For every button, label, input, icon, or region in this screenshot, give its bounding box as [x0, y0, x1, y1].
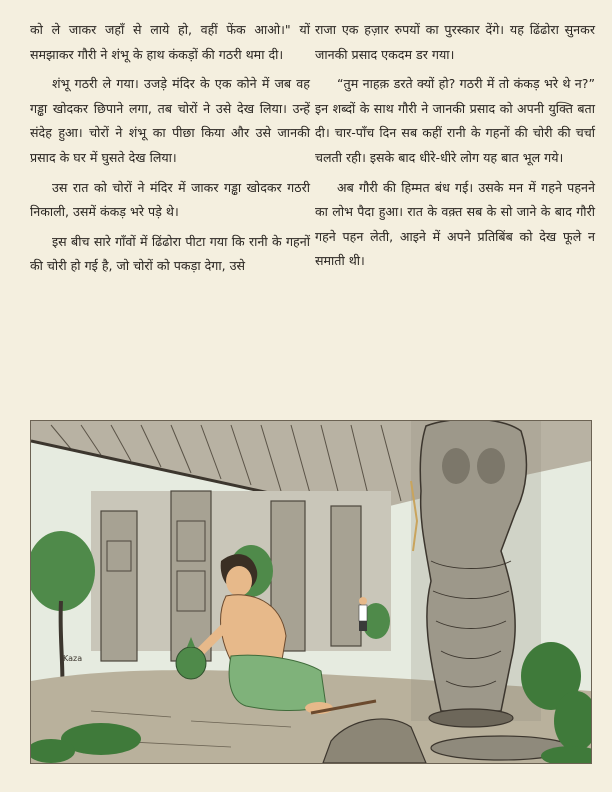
artist-signature: Kaza: [63, 654, 83, 663]
paragraph: शंभू गठरी ले गया। उजड़े मंदिर के एक कोने में जब वह गड्ढा खोदकर छिपाने लगा, तब चोरों ने उसे देख लिया। उन्हें संदेह हुआ। चोरों ने शंभू का पीछा किया और उसे जानकी प्रसाद के घर में घुसते देख लिया।: [30, 76, 310, 165]
temple-scene-illustration: [30, 420, 592, 764]
paragraph: “तुम नाहक़ डरते क्यों हो? गठरी में तो कंकड़ भरे थे न?” इन शब्दों के साथ गौरी ने जानकी प्रसाद को अपनी युक्ति बता दी। चार-पाँच दिन सब कहीं रानी के गहनों की चोरी की चर्चा चलती रही। इसके बाद धीरे-धीरे लोग यह बात भूल गये।: [315, 76, 596, 165]
paragraph: उस रात को चोरों ने मंदिर में जाकर गड्ढा खोदकर गठरी निकाली, उसमें कंकड़ भरे पड़े थे।: [30, 179, 310, 220]
bundle-of-pebbles: [176, 647, 206, 679]
right-text-column: [315, 18, 595, 279]
distant-figure: [359, 597, 367, 631]
paragraph: इस बीच सारे गाँवों में ढिंढोरा पीटा गया कि रानी के गहनों की चोरी हो गई है, जो चोरों को पकड़ा देगा, उसे: [30, 233, 310, 274]
illustration-svg: [31, 421, 591, 763]
paragraph: को ले जाकर जहाँ से लाये हो, वहीं फेंक आओ।" यों समझाकर गौरी ने शंभू के हाथ कंकड़ों की गठरी थमा दी।: [30, 22, 310, 62]
left-text-column: [30, 18, 310, 284]
paragraph: अब गौरी की हिम्मत बंध गई। उसके मन में गहने पहनने का लोभ पैदा हुआ। रात के वक़्त सब के सो जाने के बाद गौरी गहने पहन लेती, आइने में अपने प्रतिबिंब को देख फूले न समाती थी।: [315, 179, 595, 269]
paragraph: राजा एक हज़ार रुपयों का पुरस्कार देंगे। यह ढिंढोरा सुनकर जानकी प्रसाद एकदम डर गया।: [315, 22, 595, 62]
